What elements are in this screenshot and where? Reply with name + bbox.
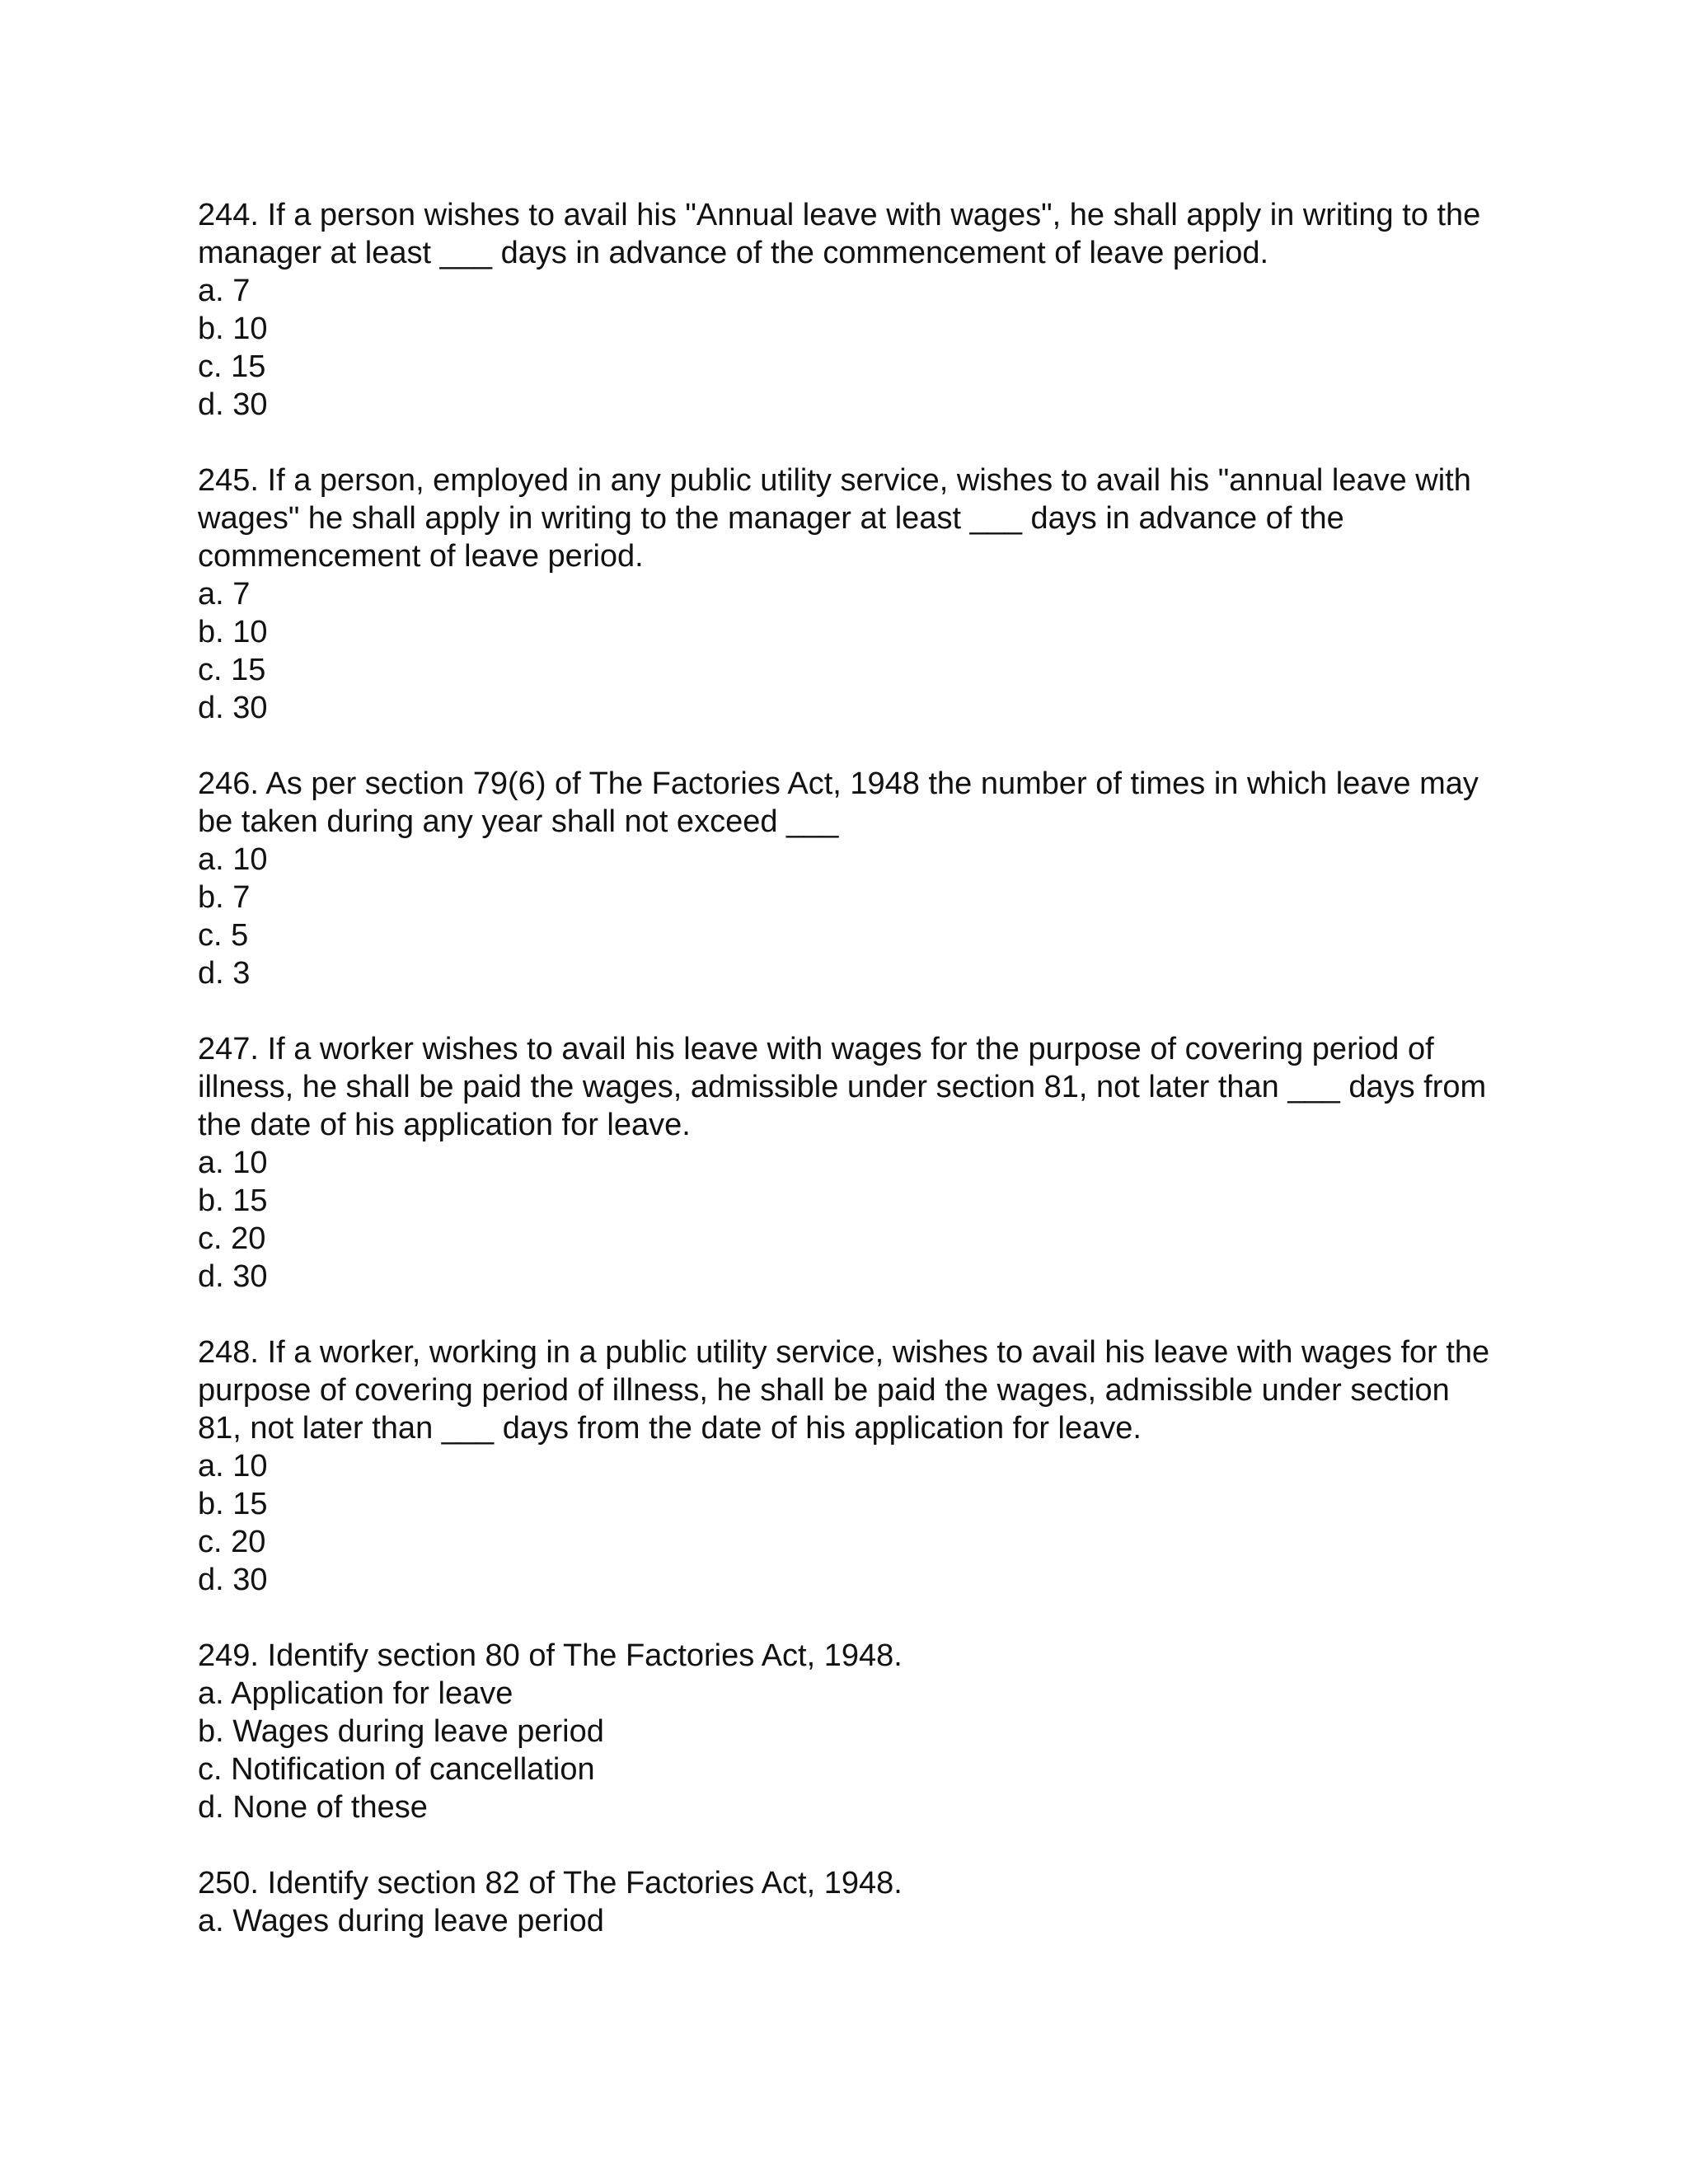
option-a: a. Wages during leave period: [198, 1904, 604, 1938]
option-c: c. 20: [198, 1221, 266, 1256]
option-d: d. None of these: [198, 1790, 428, 1825]
question-text: 244. If a person wishes to avail his "Annual leave with wages", he shall apply in writing to the manager at least ___ days in advance of the commencement of leave period.: [198, 198, 1489, 270]
question-text: 247. If a worker wishes to avail his leave with wages for the purpose of covering period of illness, he shall be paid the wages, admissible under section 81, not later than ___ days from the date of his application for leave.: [198, 1032, 1495, 1142]
option-a: a. 7: [198, 274, 251, 308]
option-b: b. 15: [198, 1183, 268, 1218]
option-d: d. 30: [198, 1563, 268, 1597]
document-page: [198, 196, 1500, 1978]
question-text: 250. Identify section 82 of The Factories Act, 1948.: [198, 1866, 903, 1900]
option-c: c. 20: [198, 1525, 266, 1559]
option-b: b. 15: [198, 1487, 268, 1521]
option-a: a. 10: [198, 1449, 268, 1483]
question-248: [198, 1333, 1500, 1599]
option-b: b. 7: [198, 880, 251, 915]
option-c: c. 15: [198, 349, 266, 384]
option-d: d. 30: [198, 691, 268, 725]
option-a: a. 10: [198, 1146, 268, 1180]
option-d: d. 3: [198, 956, 251, 991]
option-d: d. 30: [198, 387, 268, 422]
option-b: b. 10: [198, 615, 268, 649]
option-a: a. 7: [198, 577, 251, 612]
option-a: a. Application for leave: [198, 1676, 513, 1711]
option-c: c. 5: [198, 918, 249, 953]
question-244: [198, 196, 1500, 424]
option-a: a. 10: [198, 842, 268, 877]
question-text: 249. Identify section 80 of The Factories Act, 1948.: [198, 1638, 903, 1673]
question-245: [198, 462, 1500, 727]
question-247: [198, 1030, 1500, 1296]
question-250: [198, 1864, 1500, 1940]
question-text: 248. If a worker, working in a public utility service, wishes to avail his leave with wages for the purpose of covering period of illness, he shall be paid the wages, admissible under section 81, not later than ___ days from the date of his application for leave.: [198, 1335, 1498, 1446]
option-c: c. 15: [198, 653, 266, 687]
question-text: 245. If a person, employed in any public utility service, wishes to avail his "annual leave with wages" he shall apply in writing to the manager at least ___ days in advance of the commencement of leave period.: [198, 463, 1480, 574]
option-b: b. 10: [198, 312, 268, 346]
question-249: [198, 1637, 1500, 1826]
question-246: [198, 765, 1500, 992]
question-text: 246. As per section 79(6) of The Factories Act, 1948 the number of times in which leave may be taken during any year shall not exceed ___: [198, 766, 1488, 839]
option-c: c. Notification of cancellation: [198, 1752, 595, 1787]
option-d: d. 30: [198, 1259, 268, 1294]
option-b: b. Wages during leave period: [198, 1714, 604, 1749]
